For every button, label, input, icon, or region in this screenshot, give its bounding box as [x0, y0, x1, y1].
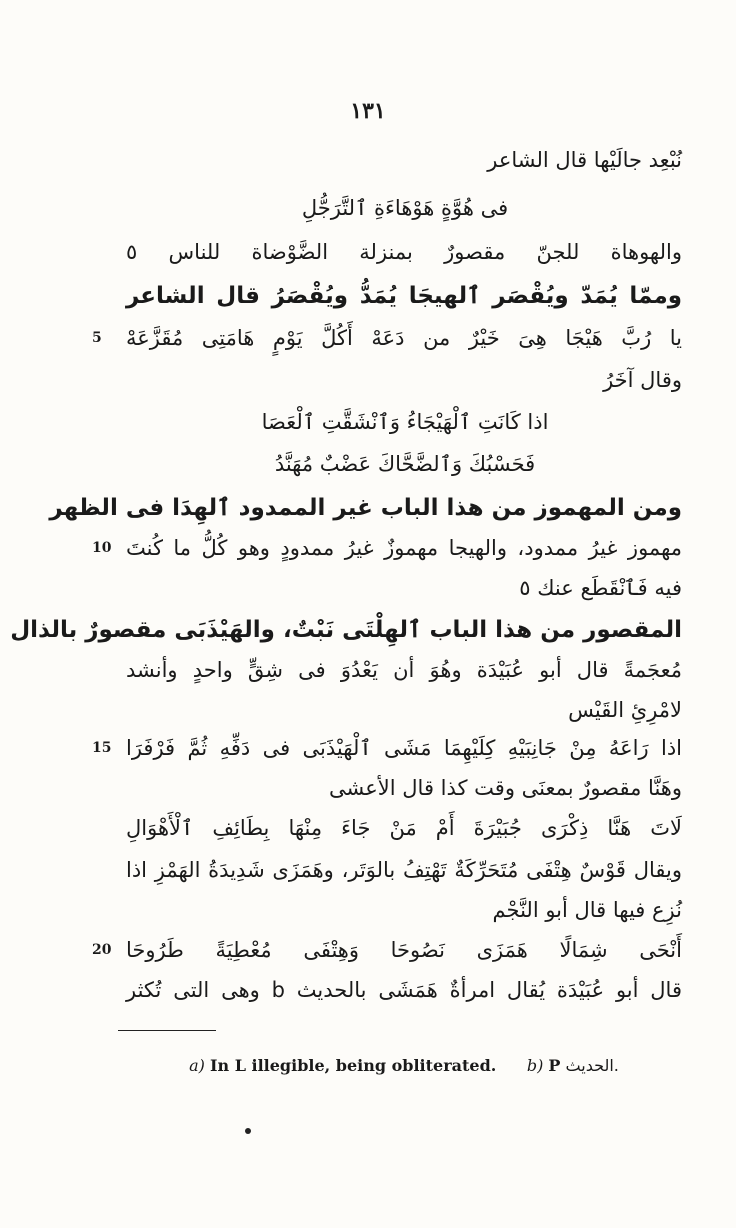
text-line-21: قال أبو عُبَيْدَة يُقال امرأةٌ هَمَشَى بالحديث b وهى التى تُكثر — [126, 978, 682, 1002]
text-line-10: مهموز غيرُ ممدود، والهيجا مهموزٌ غيرُ ممدودٍ وهو كُلُّ ما كُنتَ — [126, 536, 682, 560]
footnote-a-text: In L illegible, being obliterated. — [210, 1056, 497, 1075]
verse-line-15: اذا رَاعَهُ مِنْ جَانِبَيْهِ كِلَيْهِمَا مَشَى ٱلْهَيْذَبَى فى دَفِّهِ ثُمَّ فَرْفَرَا — [126, 736, 682, 760]
heading-line-12: المقصور من هذا الباب ٱلهِلْتَى نَبْتٌ، والهَيْذَبَى مقصورٌ بالذال — [10, 617, 682, 643]
text-line-16: وهَنَّا مقصورٌ بمعنَى وقت كذا قال الأعشى — [329, 776, 682, 800]
text-line-11: فيه فَٱنْقَطَع عنك ٥ — [519, 576, 682, 600]
line-number-5: 5 — [92, 330, 102, 346]
verse-line-7: اذا كَانَتِ ٱلْهَيْجَاءُ وَٱنْشَقَّتِ ٱلْعَصَا — [261, 410, 549, 434]
verse-line-2: فى هُوَّةٍ هَوْهَاءَةِ ٱلتَّرَجُّلِ — [301, 196, 509, 220]
text-line-6: وقال آخَرُ — [603, 368, 682, 392]
text-line-19: نُزِع فيها قال أبو النَّجْم — [492, 898, 682, 922]
bullet-mark — [245, 1128, 251, 1134]
verse-line-8: فَحَسْبُكَ وَٱلضَّحَّاكَ عَضْبٌ مُهَنَّدُ — [274, 452, 536, 476]
footnote-rule — [118, 1030, 216, 1031]
text-line-18: ويقال قَوْسٌ هِتْفَى مُتَحَرِّكَةٌ تَهْتِفُ بالوَتَر، وهَمَزَى شَدِيدَةُ الهَمْزِ اذا — [126, 858, 682, 882]
footnote-b-label: b) — [526, 1056, 544, 1075]
line-number-15: 15 — [92, 740, 112, 756]
footnote-end: . — [613, 1056, 619, 1075]
text-line-1: نُبْعِد جالَيْها قال الشاعر — [487, 148, 682, 172]
text-line-14: لامْرِئِ القَيْس — [568, 698, 682, 722]
line-number-10: 10 — [92, 540, 112, 556]
footnote — [126, 1052, 682, 1080]
verse-line-20: أَنْحَى شِمَالًا هَمَزَى نَصُوحَا وَهِتْفَى مُعْطِيَةً طَرُوحَا — [126, 938, 682, 962]
text-line-3: والهوهاة للجنّ مقصورٌ بمنزلة الضَّوْضاة للناس ٥ — [126, 240, 682, 264]
verse-line-5: يا رُبَّ هَيْجَا هِىَ خَيْرٌ من دَعَهْ أَكُلَّ يَوْمٍ هَامَتِى مُقَزَّعَهْ — [126, 326, 682, 350]
footnote-a-label: a) — [189, 1056, 205, 1075]
footnote-b-arabic: الحديث — [565, 1056, 614, 1075]
line-number-20: 20 — [92, 942, 112, 958]
text-line-13: مُعجَمةً قال أبو عُبَيْدَة وهُوَ أن يَعْدُوَ فى شِقٍّ واحدٍ وأنشد — [126, 658, 682, 682]
verse-line-17: لَاتَ هَنَّا ذِكْرَى جُبَيْرَةَ أَمْ مَنْ جَاءَ مِنْهَا بِطَائِفِ ٱلْأَهْوَالِ — [126, 816, 682, 840]
page-number: ١٣١ — [350, 98, 386, 124]
heading-line-9: ومن المهموز من هذا الباب غير الممدود ٱلهِدَا فى الظهر — [49, 495, 682, 521]
heading-line-4: وممّا يُمَدّ ويُقْصَر ٱلهيجَا يُمَدُّ ويُقْصَرُ قال الشاعر — [126, 283, 682, 309]
footnote-b-text: P — [548, 1056, 561, 1075]
